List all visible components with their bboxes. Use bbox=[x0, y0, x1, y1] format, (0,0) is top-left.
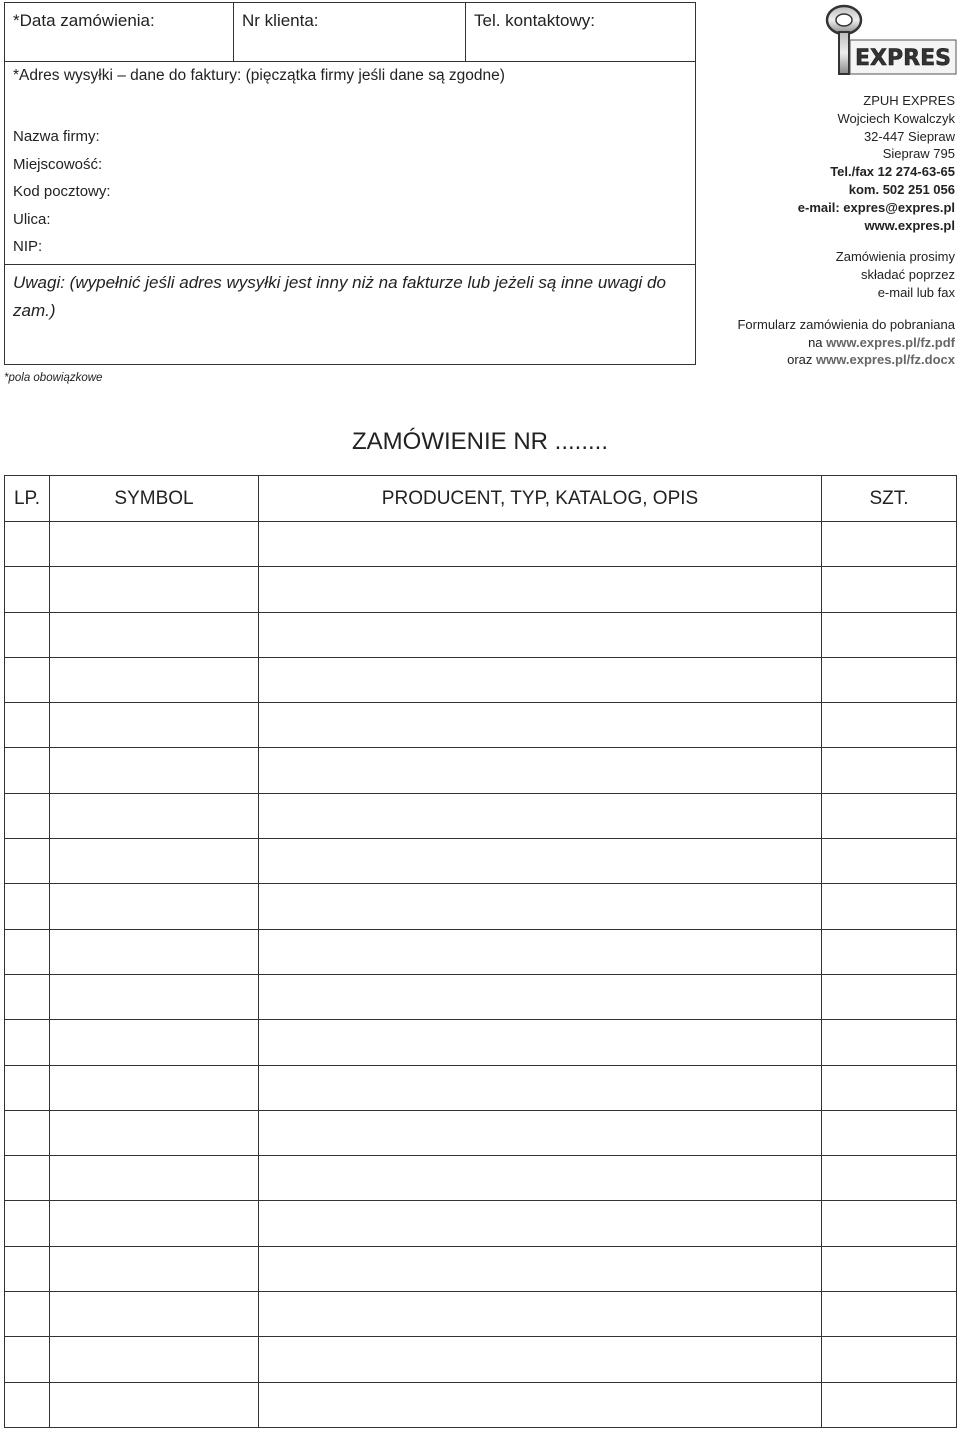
table-row bbox=[5, 1246, 957, 1291]
lp-cell[interactable] bbox=[5, 974, 50, 1019]
form-note-na: na bbox=[808, 334, 823, 350]
lp-cell[interactable] bbox=[5, 612, 50, 657]
col-header-symbol: SYMBOL bbox=[50, 476, 259, 522]
qty-cell[interactable] bbox=[822, 793, 957, 838]
order-date-label: *Data zamówienia: bbox=[13, 11, 155, 30]
lp-cell[interactable] bbox=[5, 703, 50, 748]
table-row bbox=[5, 612, 957, 657]
description-cell[interactable] bbox=[259, 612, 822, 657]
symbol-cell[interactable] bbox=[50, 1110, 259, 1155]
qty-cell[interactable] bbox=[822, 1292, 957, 1337]
qty-cell[interactable] bbox=[822, 974, 957, 1019]
orders-note-3: e-mail lub fax bbox=[877, 284, 955, 300]
qty-cell[interactable] bbox=[822, 1382, 957, 1427]
form-pdf-link[interactable]: www.expres.pl/fz.pdf bbox=[826, 334, 955, 350]
lp-cell[interactable] bbox=[5, 1156, 50, 1201]
table-row bbox=[5, 1201, 957, 1246]
symbol-cell[interactable] bbox=[50, 657, 259, 702]
description-cell[interactable] bbox=[259, 657, 822, 702]
description-cell[interactable] bbox=[259, 522, 822, 567]
symbol-cell[interactable] bbox=[50, 1201, 259, 1246]
company-name: ZPUH EXPRES bbox=[863, 93, 955, 108]
symbol-cell[interactable] bbox=[50, 1382, 259, 1427]
client-number-field[interactable] bbox=[234, 3, 466, 61]
table-row bbox=[5, 567, 957, 612]
lp-cell[interactable] bbox=[5, 839, 50, 884]
lp-cell[interactable] bbox=[5, 1292, 50, 1337]
form-note-oraz: oraz bbox=[787, 352, 813, 368]
description-cell[interactable] bbox=[259, 1110, 822, 1155]
lp-cell[interactable] bbox=[5, 748, 50, 793]
col-header-description: PRODUCENT, TYP, KATALOG, OPIS bbox=[259, 476, 822, 522]
logo-text: EXPRES bbox=[855, 46, 951, 71]
address-fields bbox=[13, 123, 111, 261]
order-items-table bbox=[4, 475, 957, 1428]
qty-cell[interactable] bbox=[822, 1156, 957, 1201]
symbol-cell[interactable] bbox=[50, 703, 259, 748]
symbol-cell[interactable] bbox=[50, 1337, 259, 1382]
company-www[interactable]: www.expres.pl bbox=[864, 217, 955, 233]
order-title-text: ZAMÓWIENIE NR ........ bbox=[351, 428, 608, 455]
lp-cell[interactable] bbox=[5, 657, 50, 702]
table-row bbox=[5, 1110, 957, 1155]
expres-key-logo-icon bbox=[822, 2, 958, 78]
lp-cell[interactable] bbox=[5, 1065, 50, 1110]
client-number-label: Nr klienta: bbox=[242, 11, 319, 30]
description-cell[interactable] bbox=[259, 1382, 822, 1427]
lp-cell[interactable] bbox=[5, 1020, 50, 1065]
table-row bbox=[5, 1292, 957, 1337]
description-cell[interactable] bbox=[259, 748, 822, 793]
symbol-cell[interactable] bbox=[50, 567, 259, 612]
remarks-field[interactable]: Uwagi: (wypełnić jeśli adres wysyłki jest inny niż na fakturze lub jeżeli są inne uwagi do zam.) bbox=[13, 273, 666, 320]
qty-cell[interactable] bbox=[822, 1337, 957, 1382]
table-header-row bbox=[5, 476, 957, 522]
street-field[interactable]: Ulica: bbox=[13, 210, 51, 228]
lp-cell[interactable] bbox=[5, 884, 50, 929]
qty-cell[interactable] bbox=[822, 839, 957, 884]
table-row bbox=[5, 793, 957, 838]
description-cell[interactable] bbox=[259, 884, 822, 929]
company-owner: Wojciech Kowalczyk bbox=[837, 110, 955, 126]
symbol-cell[interactable] bbox=[50, 884, 259, 929]
lp-cell[interactable] bbox=[5, 1201, 50, 1246]
table-row bbox=[5, 884, 957, 929]
symbol-cell[interactable] bbox=[50, 1020, 259, 1065]
qty-cell[interactable] bbox=[822, 522, 957, 567]
lp-cell[interactable] bbox=[5, 1110, 50, 1155]
table-row bbox=[5, 1382, 957, 1427]
description-cell[interactable] bbox=[259, 1020, 822, 1065]
postal-code-field[interactable]: Kod pocztowy: bbox=[13, 183, 111, 200]
symbol-cell[interactable] bbox=[50, 748, 259, 793]
company-mobile: kom. 502 251 056 bbox=[848, 181, 955, 197]
qty-cell[interactable] bbox=[822, 567, 957, 612]
lp-cell[interactable] bbox=[5, 793, 50, 838]
symbol-cell[interactable] bbox=[50, 974, 259, 1019]
qty-cell[interactable] bbox=[822, 1201, 957, 1246]
description-cell[interactable] bbox=[259, 1156, 822, 1201]
table-row bbox=[5, 522, 957, 567]
symbol-cell[interactable] bbox=[50, 839, 259, 884]
description-cell[interactable] bbox=[259, 1292, 822, 1337]
form-note-1: Formularz zamówienia do pobraniana bbox=[737, 316, 955, 332]
description-cell[interactable] bbox=[259, 929, 822, 974]
form-note-docx-line bbox=[737, 351, 955, 369]
table-row bbox=[5, 657, 957, 702]
form-docx-link[interactable]: www.expres.pl/fz.docx bbox=[816, 352, 955, 368]
qty-cell[interactable] bbox=[822, 1065, 957, 1110]
remarks-divider bbox=[5, 264, 695, 265]
orders-note-1: Zamówienia prosimy bbox=[835, 249, 955, 265]
symbol-cell[interactable] bbox=[50, 522, 259, 567]
description-cell[interactable] bbox=[259, 567, 822, 612]
required-note: *pola obowiązkowe bbox=[4, 372, 103, 384]
lp-cell[interactable] bbox=[5, 1246, 50, 1291]
description-cell[interactable] bbox=[259, 1065, 822, 1110]
city-field[interactable]: Miejscowość: bbox=[13, 155, 103, 173]
table-row bbox=[5, 1065, 957, 1110]
lp-cell[interactable] bbox=[5, 929, 50, 974]
order-form-box bbox=[4, 2, 696, 365]
qty-cell[interactable] bbox=[822, 884, 957, 929]
qty-cell[interactable] bbox=[822, 929, 957, 974]
table-row bbox=[5, 974, 957, 1019]
symbol-cell[interactable] bbox=[50, 793, 259, 838]
lp-cell[interactable] bbox=[5, 1382, 50, 1427]
lp-cell[interactable] bbox=[5, 567, 50, 612]
description-cell[interactable] bbox=[259, 703, 822, 748]
company-info bbox=[737, 92, 955, 369]
symbol-cell[interactable] bbox=[50, 1246, 259, 1291]
phone-label: Tel. kontaktowy: bbox=[474, 11, 595, 30]
symbol-cell[interactable] bbox=[50, 1292, 259, 1337]
lp-cell[interactable] bbox=[5, 522, 50, 567]
form-note-pdf-line bbox=[737, 334, 955, 352]
table-row bbox=[5, 748, 957, 793]
symbol-cell[interactable] bbox=[50, 1065, 259, 1110]
table-row bbox=[5, 929, 957, 974]
phone-field[interactable] bbox=[466, 3, 695, 61]
table-row bbox=[5, 839, 957, 884]
table-row bbox=[5, 1020, 957, 1065]
symbol-cell[interactable] bbox=[50, 929, 259, 974]
col-header-lp: LP. bbox=[5, 476, 50, 522]
company-email[interactable]: e-mail: expres@expres.pl bbox=[797, 199, 955, 215]
qty-cell[interactable] bbox=[822, 703, 957, 748]
company-postal: 32-447 Siepraw bbox=[863, 128, 955, 144]
description-cell[interactable] bbox=[259, 793, 822, 838]
order-title bbox=[0, 428, 960, 456]
lp-cell[interactable] bbox=[5, 1337, 50, 1382]
symbol-cell[interactable] bbox=[50, 612, 259, 657]
description-cell[interactable] bbox=[259, 1337, 822, 1382]
company-name-field[interactable]: Nazwa firmy: bbox=[13, 128, 100, 145]
orders-note-2: składać poprzez bbox=[861, 267, 955, 283]
address-title: *Adres wysyłki – dane do faktury: (pięczątka firmy jeśli dane są zgodne) bbox=[13, 67, 505, 84]
table-row bbox=[5, 1156, 957, 1201]
qty-cell[interactable] bbox=[822, 612, 957, 657]
description-cell[interactable] bbox=[259, 1201, 822, 1246]
qty-cell[interactable] bbox=[822, 1246, 957, 1291]
company-tel: Tel./fax 12 274-63-65 bbox=[830, 164, 955, 180]
table-row bbox=[5, 703, 957, 748]
nip-field[interactable]: NIP: bbox=[13, 238, 43, 255]
qty-cell[interactable] bbox=[822, 748, 957, 793]
table-row bbox=[5, 1337, 957, 1382]
order-date-field[interactable] bbox=[5, 3, 234, 61]
description-cell[interactable] bbox=[259, 974, 822, 1019]
order-header-row bbox=[5, 3, 695, 62]
symbol-cell[interactable] bbox=[50, 1156, 259, 1201]
col-header-qty: SZT. bbox=[822, 476, 957, 522]
company-street: Siepraw 795 bbox=[882, 146, 955, 162]
qty-cell[interactable] bbox=[822, 1020, 957, 1065]
table-body bbox=[5, 522, 957, 1428]
qty-cell[interactable] bbox=[822, 657, 957, 702]
description-cell[interactable] bbox=[259, 1246, 822, 1291]
description-cell[interactable] bbox=[259, 839, 822, 884]
qty-cell[interactable] bbox=[822, 1110, 957, 1155]
